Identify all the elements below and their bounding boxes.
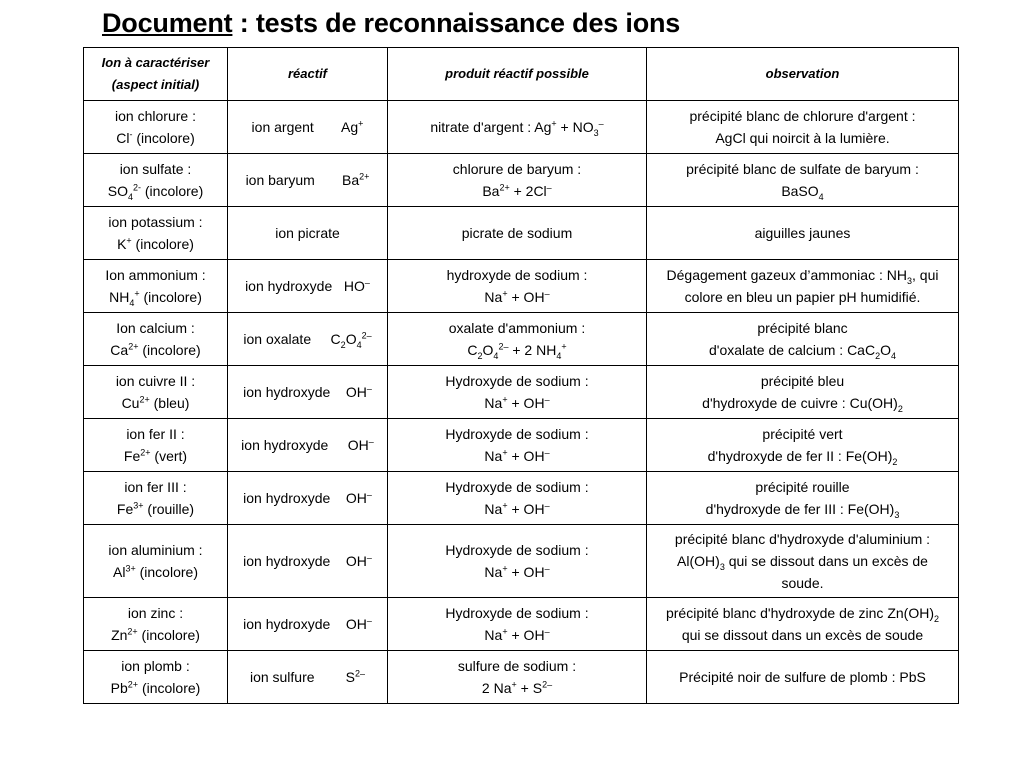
cell-ion: ion aluminium : $Al^{3+}$ (incolore)	[84, 525, 228, 598]
header-observation: observation	[647, 48, 959, 101]
cell-ion: ion chlorure : Cl- (incolore)	[84, 101, 228, 154]
cell-reactif: ion picrate	[228, 207, 388, 260]
cell-ion: ion potassium : K+ (incolore)	[84, 207, 228, 260]
cell-produit: Hydroxyde de sodium : Na+ + OH–	[388, 598, 647, 651]
cell-reactif: ion hydroxyde OH–	[228, 472, 388, 525]
table-row	[84, 525, 959, 598]
cell-observation: Précipité noir de sulfure de plomb : PbS	[647, 651, 959, 704]
cell-ion: ion fer III : $Fe^{3+}$ (rouille)	[84, 472, 228, 525]
cell-produit: nitrate d'argent : $Ag^+ + NO_3^-$	[388, 101, 647, 154]
header-ion: Ion à caractériser (aspect initial)	[84, 48, 228, 101]
table-row	[84, 207, 959, 260]
table-row	[84, 651, 959, 704]
cell-reactif: ion hydroxyde HO–	[228, 260, 388, 313]
page-title	[102, 8, 680, 39]
cell-observation: précipité blanc d'hydroxyde d'aluminium : $Al(OH)_3$ qui se dissout dans un excès de soude.	[647, 525, 959, 598]
cell-produit: Hydroxyde de sodium : Na+ + OH–	[388, 472, 647, 525]
header-produit: produit réactif possible	[388, 48, 647, 101]
table-header-row	[84, 48, 959, 101]
cell-ion: Ion ammonium : $NH_4^+$ (incolore)	[84, 260, 228, 313]
table-row	[84, 598, 959, 651]
title-document-label: Document	[102, 8, 233, 38]
table-row	[84, 313, 959, 366]
cell-ion: ion plomb : $Pb^{2+}$ (incolore)	[84, 651, 228, 704]
cell-produit: Hydroxyde de sodium : Na+ + OH–	[388, 366, 647, 419]
cell-produit: Hydroxyde de sodium : Na+ + OH–	[388, 419, 647, 472]
cell-ion: ion zinc : $Zn^{2+}$ (incolore)	[84, 598, 228, 651]
table-body	[84, 101, 959, 704]
table-row	[84, 472, 959, 525]
cell-observation: Dégagement gazeux d’ammoniac : $NH_3$, qui colore en bleu un papier pH humidifié.	[647, 260, 959, 313]
cell-produit: oxalate d'ammonium : $C_2O_4^{2-} + 2$ $NH_4^+$	[388, 313, 647, 366]
cell-observation: précipité blanc de sulfate de baryum : BaSO$_4$	[647, 154, 959, 207]
header-reactif: réactif	[228, 48, 388, 101]
table-row	[84, 366, 959, 419]
cell-observation: précipité blanc de chlorure d'argent : AgCl qui noircit à la lumière.	[647, 101, 959, 154]
table-row	[84, 260, 959, 313]
cell-observation: précipité vert d'hydroxyde de fer II : $Fe(OH)_2$	[647, 419, 959, 472]
table-row	[84, 101, 959, 154]
table-row	[84, 154, 959, 207]
cell-reactif: ion argent Ag+	[228, 101, 388, 154]
ion-tests-table	[83, 47, 959, 704]
cell-observation: précipité blanc d'oxalate de calcium : $CaC_2O_4$	[647, 313, 959, 366]
cell-reactif: ion hydroxyde OH–	[228, 419, 388, 472]
cell-observation: précipité rouille d'hydroxyde de fer III : $Fe(OH)_3$	[647, 472, 959, 525]
cell-reactif: ion hydroxyde OH–	[228, 598, 388, 651]
cell-produit: hydroxyde de sodium : Na+ + OH–	[388, 260, 647, 313]
table-row	[84, 419, 959, 472]
cell-ion: ion fer II : $Fe^{2+}$ (vert)	[84, 419, 228, 472]
cell-produit: Hydroxyde de sodium : Na+ + OH–	[388, 525, 647, 598]
cell-ion: ion sulfate : $SO_4^{2-}$ (incolore)	[84, 154, 228, 207]
cell-observation: aiguilles jaunes	[647, 207, 959, 260]
cell-produit: picrate de sodium	[388, 207, 647, 260]
cell-observation: précipité bleu d'hydroxyde de cuivre : $Cu(OH)_2$	[647, 366, 959, 419]
cell-reactif: ion hydroxyde OH–	[228, 366, 388, 419]
cell-reactif: ion hydroxyde OH–	[228, 525, 388, 598]
cell-produit: chlorure de baryum : $Ba^{2+} + 2Cl^-$	[388, 154, 647, 207]
title-subject: : tests de reconnaissance des ions	[232, 8, 681, 38]
cell-observation: précipité blanc d'hydroxyde de zinc $Zn(OH)_2$ qui se dissout dans un excès de soude	[647, 598, 959, 651]
cell-ion: ion cuivre II : $Cu^{2+}$ (bleu)	[84, 366, 228, 419]
cell-produit: sulfure de sodium : 2 $Na^+ + S^{2-}$	[388, 651, 647, 704]
cell-reactif: ion sulfure $S^{2-}$	[228, 651, 388, 704]
cell-ion: Ion calcium : $Ca^{2+}$ (incolore)	[84, 313, 228, 366]
cell-reactif: ion oxalate $C_2O_4^{2-}$	[228, 313, 388, 366]
cell-reactif: ion baryum $Ba^{2+}$	[228, 154, 388, 207]
